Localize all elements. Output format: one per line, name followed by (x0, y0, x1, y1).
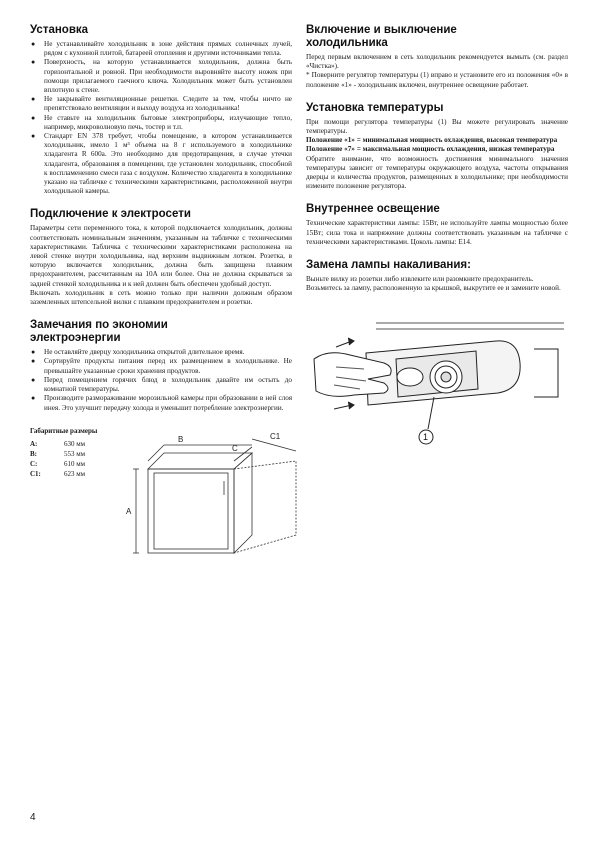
temperature-note: Обратите внимание, что возможность достижения минимального значения температуры зависит от температуры окружающего воздуха, частоты открывания дверцы и количества продуктов, размещенных в холодильнике; при необходимости измените положение регулятора. (306, 154, 568, 191)
temperature-paragraph: При помощи регулятора температуры (1) Вы можете регулировать значение температуры. (306, 117, 568, 136)
dimensions-table (30, 439, 85, 479)
list-item: ● Сортируйте продукты питания перед их размещением в холодильнике. Не превышайте указанные сроки хранения продуктов. (30, 357, 292, 375)
list-item: ● Не оставляйте дверцу холодильника открытой длительное время. (30, 348, 292, 357)
temperature-position-7: Положение «7» = максимальная мощность охлаждения, низкая температура (306, 145, 555, 154)
dim-key: A: (30, 439, 38, 448)
table-row (30, 459, 85, 469)
left-column (30, 24, 292, 555)
section-light (306, 203, 568, 247)
light-heading: Внутреннее освещение (306, 203, 440, 216)
onoff-heading (306, 24, 568, 50)
onoff-paragraph: * Поверните регулятор температуры (1) вправо и установите его из положения «0» в положение «1» - холодильник включен, внутреннее освещение работает. (306, 71, 568, 89)
dim-value: 623 мм (64, 469, 86, 478)
dim-key: C: (30, 459, 38, 468)
light-paragraph: Технические характеристики лампы: 15Вт, не используйте лампы мощностью более 15Вт; сила тока и напряжение должны соответствовать указанным на табличке с техническими характеристиками. Цоколь лампы: E14. (306, 219, 568, 246)
fridge-dimension-diagram (120, 431, 300, 556)
fridge-door (154, 473, 228, 549)
power-paragraph: Параметры сети переменного тока, к которой подключается холодильник, должны соответствовать номинальным значениям, указанным на табличке с техническими характеристиками. Табличка с техническими характеристиками расположена на левой стенке внутри холодильника, над верхним выдвижным лотком. Розетка, в которую включается холодильник, должна быть защищена плавким предохранителем, рассчитанным на 10А или более. Она не должна скрываться за задней стенкой холодильника и к ней должен быть обеспечен удобный доступ. (30, 224, 292, 288)
section-economy (30, 319, 292, 412)
section-install (30, 24, 292, 196)
section-power (30, 208, 292, 307)
economy-list (30, 348, 292, 412)
lamp-paragraph: Возьмитесь за лампу, расположенную за крышкой, выкрутите ее и замените новой. (306, 284, 561, 293)
economy-heading-line: Замечания по экономии (30, 319, 168, 332)
install-list (30, 40, 292, 196)
dim-a-label: A (126, 506, 132, 516)
lamp-paragraph: Выньте вилку из розетки либо извлеките или разомкните предохранитель. (306, 275, 534, 284)
temperature-heading: Установка температуры (306, 101, 444, 114)
section-temperature (306, 102, 568, 192)
callout-label: 1 (423, 432, 429, 443)
fridge-front (148, 469, 234, 553)
power-heading: Подключение к электросети (30, 208, 191, 221)
fridge-side (234, 453, 252, 553)
list-item: ● Не устанавливайте холодильник в зоне действия прямых солнечных лучей, рядом с кухонной плитой, батареей отопления и другими источниками тепла. (30, 40, 292, 58)
dimensions-title: Габаритные размеры (30, 426, 98, 435)
list-item: ● Перед помещением горячих блюд в холодильник давайте им остыть до комнатной температуры. (30, 376, 292, 394)
dim-value: 610 мм (64, 459, 86, 468)
dim-value: 553 мм (64, 449, 86, 458)
list-item: ● Стандарт EN 378 требует, чтобы помещение, в котором устанавливается холодильник, имело 1 м³ объема на 8 г используемого в холодильнике хладагента R 600a. Это необходимо для предотвращения, в случае утечки хладагента, образования в помещении, где установлен холодильник, способной к воспламенению смеси газа с воздухом. Количество хладагента в холодильнике указано на табличке с техническими характеристиками, расположенной внутри холодильной камеры. (30, 132, 292, 196)
right-bracket (534, 349, 558, 397)
onoff-heading-line: Включение и выключение (306, 24, 457, 36)
table-row (30, 439, 85, 449)
list-item: ● Не ставьте на холодильник бытовые электроприборы, излучающие тепло, например, микроволновую печь, тостер и т.п. (30, 114, 292, 132)
dim-value: 630 мм (64, 439, 86, 448)
right-column (306, 24, 568, 486)
dim-c-label: C (232, 443, 238, 453)
dim-c1-label: C1 (270, 431, 281, 441)
dim-key: B: (30, 449, 37, 458)
onoff-heading-line: холодильника (306, 37, 388, 49)
callout-leader (428, 397, 434, 429)
table-row (30, 449, 85, 459)
section-onoff (306, 24, 568, 90)
page-number: 4 (30, 812, 36, 823)
table-row (30, 469, 85, 479)
dimensions-block (30, 427, 292, 555)
lamp-replacement-illustration (306, 319, 568, 469)
economy-heading-line: электроэнергии (30, 332, 121, 345)
onoff-paragraph: Перед первым включением в сеть холодильник рекомендуется вымыть (см. раздел «Чистка»). (306, 53, 568, 71)
temperature-position-1: Положение «1» = минимальная мощность охлаждения, высокая температура (306, 136, 558, 145)
list-item: ● Поверхность, на которую устанавливается холодильник, должна быть горизонтальной и ровной. При необходимости выровняйте высоту ножек при помощи прилагаемого гаечного ключа. Холодильник может быть установлен вплотную к стене. (30, 58, 292, 95)
list-item: ● Не закрывайте вентиляционные решетки. Следите за тем, чтобы ничто не препятствовало вентиляции и выходу воздуха из холодильника! (30, 95, 292, 113)
install-heading: Установка (30, 24, 89, 36)
list-item: ● Производите размораживание морозильной камеры при образовании в ней слоя инея. Это улучшит передачу холода и уменьшит потребление электроэнергии. (30, 394, 292, 412)
section-lamp (306, 259, 568, 474)
lamp-heading: Замена лампы накаливания: (306, 259, 471, 272)
economy-heading (30, 319, 292, 345)
dim-b-label: B (178, 434, 184, 444)
power-paragraph: Включать холодильник в сеть можно только при наличии должным образом заземленных штепсельной вилки с плавким предохранителем и розетки. (30, 288, 292, 307)
door-swing (234, 461, 296, 553)
lamp-bulb-icon (397, 368, 423, 386)
dim-b-line (148, 445, 164, 461)
dim-key: C1: (30, 469, 41, 478)
